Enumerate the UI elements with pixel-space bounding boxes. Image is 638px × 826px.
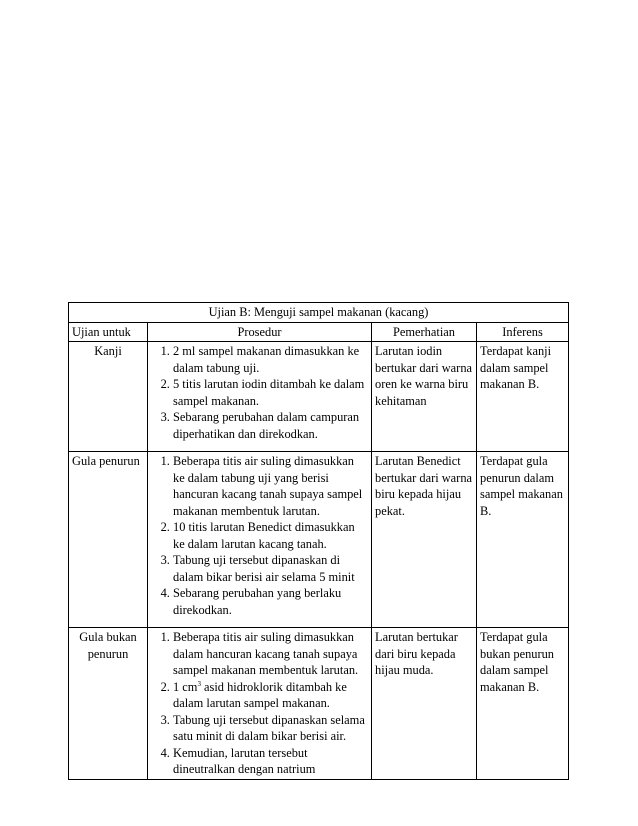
procedure-step: 2. 5 titis larutan iodin ditambah ke dalam sampel makanan. [173, 376, 368, 409]
prosedur-cell [148, 342, 372, 452]
ujian-cell: Gula bukan penurun [69, 628, 148, 780]
procedure-list [151, 343, 368, 442]
inferens-cell: Terdapat gula bukan penurun dalam sampel makanan B. [477, 628, 569, 780]
header-row [69, 322, 569, 342]
header-pemerhatian: Pemerhatian [372, 322, 477, 342]
procedure-step: 2. 10 titis larutan Benedict dimasukkan ke dalam larutan kacang tanah. [173, 519, 368, 552]
procedure-step: 1. Beberapa titis air suling dimasukkan ke dalam tabung uji yang berisi hancuran kacang tanah supaya sampel makanan membentuk larutan. [173, 453, 368, 519]
pemerhatian-cell: Larutan iodin bertukar dari warna oren ke warna biru kehitaman [372, 342, 477, 452]
step-text: 1 cm [173, 679, 198, 694]
procedure-step: 3. Sebarang perubahan dalam campuran diperhatikan dan direkodkan. [173, 409, 368, 442]
procedure-step: 1. 2 ml sampel makanan dimasukkan ke dalam tabung uji. [173, 343, 368, 376]
prosedur-cell [148, 628, 372, 780]
food-test-table [68, 302, 569, 780]
table-row [69, 628, 569, 780]
title-row [69, 303, 569, 323]
pemerhatian-cell: Larutan bertukar dari biru kepada hijau muda. [372, 628, 477, 780]
table-title: Ujian B: Menguji sampel makanan (kacang) [69, 303, 569, 323]
inferens-cell: Terdapat gula penurun dalam sampel makanan B. [477, 452, 569, 628]
prosedur-cell [148, 452, 372, 628]
superscript: 3 [197, 679, 201, 688]
procedure-step: 3. Tabung uji tersebut dipanaskan selama satu minit di dalam bikar berisi air. [173, 712, 368, 745]
inferens-cell: Terdapat kanji dalam sampel makanan B. [477, 342, 569, 452]
procedure-list [151, 453, 368, 618]
step-text: asid hidroklorik ditambah ke dalam larutan sampel makanan. [173, 679, 347, 710]
table-row [69, 342, 569, 452]
procedure-step: 4. Sebarang perubahan yang berlaku direkodkan. [173, 585, 368, 618]
header-inferens: Inferens [477, 322, 569, 342]
procedure-step: 4. Kemudian, larutan tersebut dineutralkan dengan natrium [173, 745, 368, 778]
header-prosedur: Prosedur [148, 322, 372, 342]
ujian-cell: Gula penurun [69, 452, 148, 628]
procedure-step: 1. Beberapa titis air suling dimasukkan dalam hancuran kacang tanah supaya sampel makanan membentuk larutan. [173, 629, 368, 679]
ujian-cell: Kanji [69, 342, 148, 452]
procedure-step: 3. Tabung uji tersebut dipanaskan di dalam bikar berisi air selama 5 minit [173, 552, 368, 585]
procedure-step [173, 679, 368, 712]
pemerhatian-cell: Larutan Benedict bertukar dari warna biru kepada hijau pekat. [372, 452, 477, 628]
table-row [69, 452, 569, 628]
header-ujian: Ujian untuk [69, 322, 148, 342]
procedure-list [151, 629, 368, 778]
